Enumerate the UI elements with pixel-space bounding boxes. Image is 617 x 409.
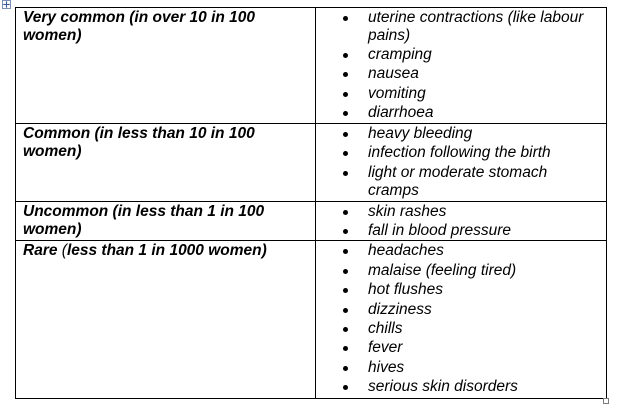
- table-row: [16, 8, 607, 124]
- bullet-icon: [343, 111, 348, 116]
- effect-text: cramping: [368, 46, 432, 63]
- bullet-icon: [343, 16, 348, 21]
- side-effects-table: [15, 7, 607, 399]
- list-item: [316, 203, 598, 221]
- bullet-icon: [343, 72, 348, 77]
- effect-text: malaise (feeling tired): [368, 261, 517, 279]
- effect-list: [316, 203, 598, 240]
- effects-cell: [316, 8, 607, 124]
- bullet-icon: [343, 385, 348, 390]
- list-item: [316, 144, 598, 162]
- effects-cell: [316, 202, 607, 241]
- list-item: [316, 339, 598, 357]
- effect-text: hives: [368, 358, 405, 376]
- frequency-label: Uncommon (in less than 1 in 100 women): [23, 203, 265, 238]
- bullet-icon: [343, 288, 348, 293]
- list-item: [316, 378, 598, 396]
- list-item: [316, 222, 598, 240]
- frequency-cell: [16, 241, 316, 399]
- list-item: [316, 65, 598, 83]
- table-row: [16, 202, 607, 241]
- effect-text: nausea: [368, 65, 419, 83]
- bullet-icon: [343, 210, 348, 215]
- frequency-label: Common (in less than 10 in 100 women): [23, 125, 255, 160]
- list-item: [316, 320, 598, 338]
- effect-text: uterine contractions (like labour pains): [368, 9, 584, 44]
- list-item: [316, 262, 598, 280]
- effect-text: headaches: [368, 242, 444, 260]
- effect-text: chills: [368, 319, 403, 337]
- list-item: [316, 9, 598, 45]
- bullet-icon: [343, 53, 348, 58]
- list-item: [316, 164, 598, 200]
- effect-list: [316, 242, 598, 396]
- table-move-icon[interactable]: [2, 0, 11, 9]
- effect-text: vomiting: [368, 84, 426, 102]
- effect-text: fall in blood pressure: [368, 222, 512, 240]
- frequency-cell: [16, 8, 316, 124]
- bullet-icon: [343, 249, 348, 254]
- table-resize-icon[interactable]: [603, 398, 609, 404]
- bullet-icon: [343, 366, 348, 371]
- list-item: [316, 359, 598, 377]
- list-item: [316, 301, 598, 319]
- bullet-icon: [343, 308, 348, 313]
- bullet-icon: [343, 327, 348, 332]
- effect-text: dizziness: [368, 300, 432, 318]
- effect-text: infection following the birth: [368, 144, 551, 162]
- bullet-icon: [343, 346, 348, 351]
- list-item: [316, 281, 598, 299]
- effect-text: skin rashes: [368, 203, 447, 220]
- bullet-icon: [343, 151, 348, 156]
- effect-text: fever: [368, 339, 403, 357]
- effect-list: [316, 9, 598, 122]
- bullet-icon: [343, 171, 348, 176]
- frequency-label: Very common (in over 10 in 100 women): [23, 9, 256, 44]
- list-item: [316, 104, 598, 122]
- list-item: [316, 242, 598, 260]
- effects-cell: [316, 124, 607, 202]
- effect-text: hot flushes: [368, 281, 443, 299]
- list-item: [316, 125, 598, 143]
- frequency-label-paren: (: [57, 242, 67, 260]
- bullet-icon: [343, 229, 348, 234]
- effect-list: [316, 125, 598, 200]
- frequency-cell: [16, 124, 316, 202]
- bullet-icon: [343, 269, 348, 274]
- effect-text: light or moderate stomach cramps: [368, 163, 548, 199]
- effect-text: serious skin disorders: [368, 378, 518, 396]
- list-item: [316, 85, 598, 103]
- effect-text: heavy bleeding: [368, 125, 473, 142]
- frequency-label-rest: less than 1 in 1000 women): [66, 242, 267, 260]
- table-row: [16, 124, 607, 202]
- effects-cell: [316, 241, 607, 399]
- table-row: [16, 241, 607, 399]
- effect-text: diarrhoea: [368, 104, 434, 122]
- list-item: [316, 46, 598, 64]
- bullet-icon: [343, 132, 348, 137]
- frequency-label-rare: Rare: [23, 242, 58, 260]
- frequency-cell: [16, 202, 316, 241]
- bullet-icon: [343, 92, 348, 97]
